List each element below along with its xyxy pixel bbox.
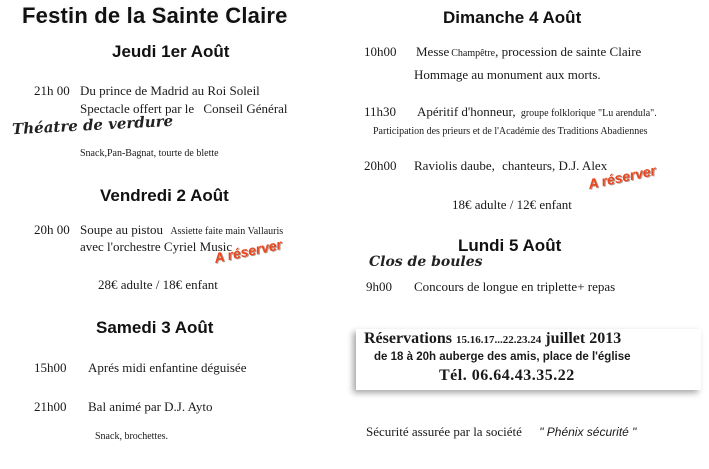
vendredi-heading: Vendredi 2 Août bbox=[100, 186, 229, 205]
vendredi-line2: avec l'orchestre Cyriel Music bbox=[80, 239, 233, 254]
samedi-snack: Snack, brochettes. bbox=[95, 431, 169, 442]
samedi-time1: 15h00 bbox=[34, 360, 67, 375]
samedi-heading: Samedi 3 Août bbox=[96, 318, 214, 337]
dimanche-raviolis-line bbox=[414, 158, 607, 174]
dimanche-reserve-label: A réserver bbox=[586, 162, 658, 192]
samedi-event2: Bal animé par D.J. Ayto bbox=[88, 399, 213, 414]
dimanche-participation: Participation des prieurs et de l'Académie des Traditions Abadiennes bbox=[373, 126, 648, 137]
dimanche-groupe: groupe folklorique "Lu arendula". bbox=[520, 108, 657, 119]
securite-text: Sécurité assurée par la société bbox=[366, 424, 522, 439]
jeudi-line2-prefix: Spectacle offert par le bbox=[80, 101, 195, 116]
jeudi-venue: Théatre de verdure bbox=[11, 111, 174, 139]
dimanche-time2: 11h30 bbox=[364, 104, 397, 119]
securite-company: " Phénix sécurité " bbox=[539, 425, 637, 439]
dimanche-aperitif-line bbox=[417, 104, 657, 120]
reservations-dates: 15.16.17...22.23.24 bbox=[455, 334, 542, 346]
jeudi-line1: Du prince de Madrid au Roi Soleil bbox=[80, 83, 260, 98]
vendredi-reserve-label: A réserver bbox=[212, 236, 284, 266]
vendredi-price: 28€ adulte / 18€ enfant bbox=[98, 277, 218, 292]
vendredi-time: 20h 00 bbox=[34, 222, 70, 237]
vendredi-line1 bbox=[80, 222, 283, 238]
page-title: Festin de la Sainte Claire bbox=[22, 3, 288, 28]
reservations-label: Réservations bbox=[364, 330, 452, 347]
dimanche-heading: Dimanche 4 Août bbox=[443, 8, 582, 27]
jeudi-snack: Snack,Pan-Bagnat, tourte de blette bbox=[80, 148, 219, 159]
reservations-month: juillet 2013 bbox=[545, 330, 622, 347]
dimanche-price: 18€ adulte / 12€ enfant bbox=[452, 197, 572, 212]
dimanche-messe-rest: , procession de sainte Claire bbox=[495, 44, 642, 59]
samedi-time2: 21h00 bbox=[34, 399, 67, 414]
dimanche-chanteurs: chanteurs, D.J. Alex bbox=[502, 158, 608, 173]
reservations-phone: Tél. 06.64.43.35.22 bbox=[439, 367, 575, 384]
dimanche-messe-small: Champêtre bbox=[451, 48, 496, 59]
dimanche-raviolis: Raviolis daube, bbox=[414, 158, 495, 173]
lundi-time: 9h00 bbox=[366, 279, 392, 294]
lundi-venue: Clos de boules bbox=[369, 254, 483, 270]
dimanche-messe-line bbox=[416, 44, 641, 60]
dimanche-time3: 20h00 bbox=[364, 158, 397, 173]
jeudi-org: Conseil Général bbox=[203, 101, 288, 116]
lundi-event: Concours de longue en triplette bbox=[414, 279, 578, 294]
jeudi-time: 21h 00 bbox=[34, 83, 70, 98]
jeudi-heading: Jeudi 1er Août bbox=[112, 42, 230, 61]
reservations-line1 bbox=[364, 330, 621, 348]
reservations-line2: de 18 à 20h auberge des amis, place de l'église bbox=[374, 351, 631, 363]
securite-line bbox=[366, 424, 636, 440]
vendredi-soupe: Soupe au pistou bbox=[80, 222, 164, 237]
dimanche-hommage: Hommage au monument aux morts. bbox=[414, 67, 601, 82]
dimanche-aperitif: Apéritif d'honneur, bbox=[417, 104, 516, 119]
vendredi-assiette: Assiette faite main Vallauris bbox=[170, 226, 284, 237]
samedi-event1: Aprés midi enfantine déguisée bbox=[88, 360, 247, 375]
dimanche-time1: 10h00 bbox=[364, 44, 397, 59]
dimanche-messe: Messe bbox=[416, 44, 450, 59]
lundi-event-suffix: + repas bbox=[577, 279, 616, 294]
lundi-heading: Lundi 5 Août bbox=[458, 236, 562, 255]
lundi-event-line bbox=[414, 279, 615, 295]
